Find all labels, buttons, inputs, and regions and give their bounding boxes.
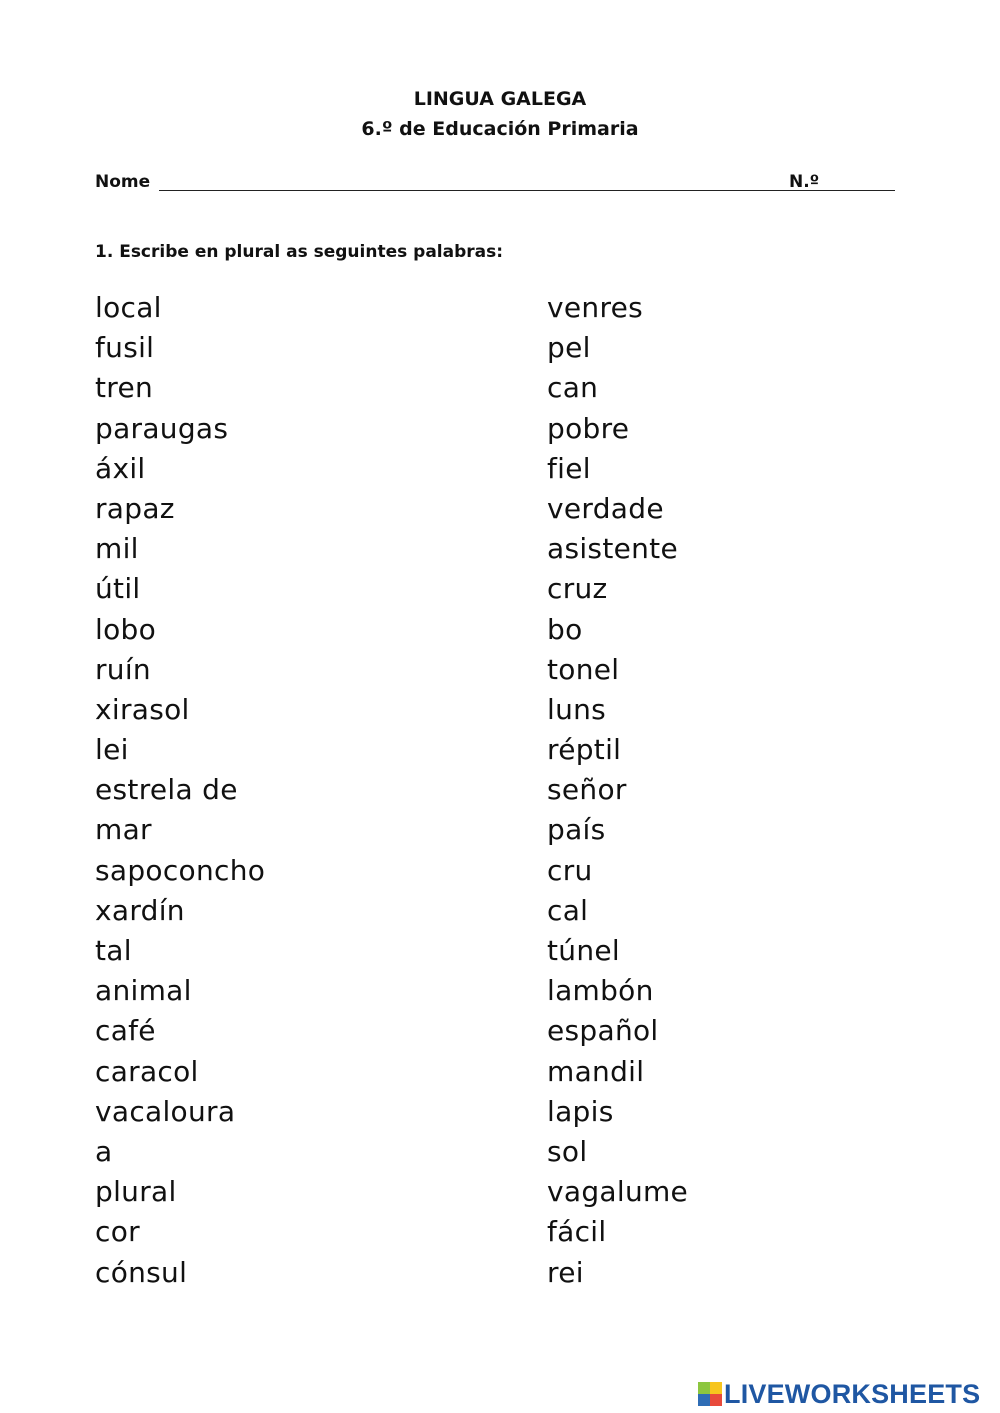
word-item: fácil — [547, 1215, 607, 1249]
word-item: mil — [95, 532, 139, 566]
word-item: sapoconcho — [95, 853, 266, 887]
word-item: lambón — [547, 974, 654, 1008]
word-item: paraugas — [95, 411, 229, 445]
word-item: asistente — [547, 532, 678, 566]
word-item: tal — [95, 934, 132, 967]
word-item: can — [547, 371, 599, 405]
word-item: venres — [547, 291, 644, 324]
word-item: tonel — [547, 652, 620, 686]
word-item: verdade — [547, 491, 664, 525]
word-item: mandil — [547, 1054, 645, 1088]
student-info-row — [95, 170, 895, 194]
word-item: tren — [95, 371, 154, 405]
word-item: túnel — [547, 934, 620, 967]
number-field[interactable] — [825, 190, 895, 191]
word-item: cruz — [547, 572, 608, 606]
word-item: señor — [547, 773, 627, 807]
word-item: cor — [95, 1215, 140, 1249]
word-item: vagalume — [547, 1175, 689, 1209]
word-item: pobre — [547, 411, 630, 445]
exercise-instruction: 1. Escribe en plural as seguintes palabras: — [95, 242, 504, 262]
word-item: país — [547, 813, 606, 847]
word-item: luns — [547, 692, 607, 726]
liveworksheets-logo-icon — [698, 1382, 722, 1406]
worksheet-subtitle: 6.º de Educación Primaria — [361, 118, 639, 140]
word-item: mar — [95, 813, 152, 847]
number-label: N.º — [789, 172, 820, 192]
word-item: bo — [547, 612, 583, 646]
word-list-left — [95, 288, 265, 1293]
word-item: local — [95, 291, 162, 324]
word-item: café — [95, 1014, 156, 1048]
word-item: útil — [95, 572, 141, 606]
word-item: fusil — [95, 331, 155, 365]
word-list-right — [547, 288, 688, 1293]
word-item: lobo — [95, 612, 157, 646]
word-item: lei — [95, 733, 129, 767]
word-item: rapaz — [95, 491, 175, 525]
word-item: lapis — [547, 1094, 614, 1128]
word-item: pel — [547, 331, 591, 365]
worksheet-title: LINGUA GALEGA — [413, 88, 587, 110]
word-item: animal — [95, 974, 192, 1008]
word-item: estrela de — [95, 773, 238, 807]
word-item: plural — [95, 1175, 177, 1209]
name-field[interactable] — [159, 190, 877, 191]
word-item: fiel — [547, 451, 591, 485]
word-item: xirasol — [95, 692, 190, 726]
word-item: réptil — [547, 733, 622, 767]
word-item: áxil — [95, 451, 146, 485]
word-item: a — [95, 1134, 113, 1168]
word-item: vacaloura — [95, 1094, 236, 1128]
word-item: español — [547, 1014, 659, 1048]
liveworksheets-brand — [698, 1376, 980, 1412]
name-label: Nome — [95, 172, 151, 192]
word-item: caracol — [95, 1054, 199, 1088]
word-item: rei — [547, 1255, 584, 1289]
word-item: cal — [547, 893, 589, 927]
word-item: cru — [547, 853, 593, 887]
word-item: ruín — [95, 652, 151, 686]
word-item: sol — [547, 1134, 588, 1168]
brand-name: LIVEWORKSHEETS — [724, 1378, 981, 1409]
word-item: xardín — [95, 893, 185, 927]
word-item: cónsul — [95, 1255, 188, 1289]
